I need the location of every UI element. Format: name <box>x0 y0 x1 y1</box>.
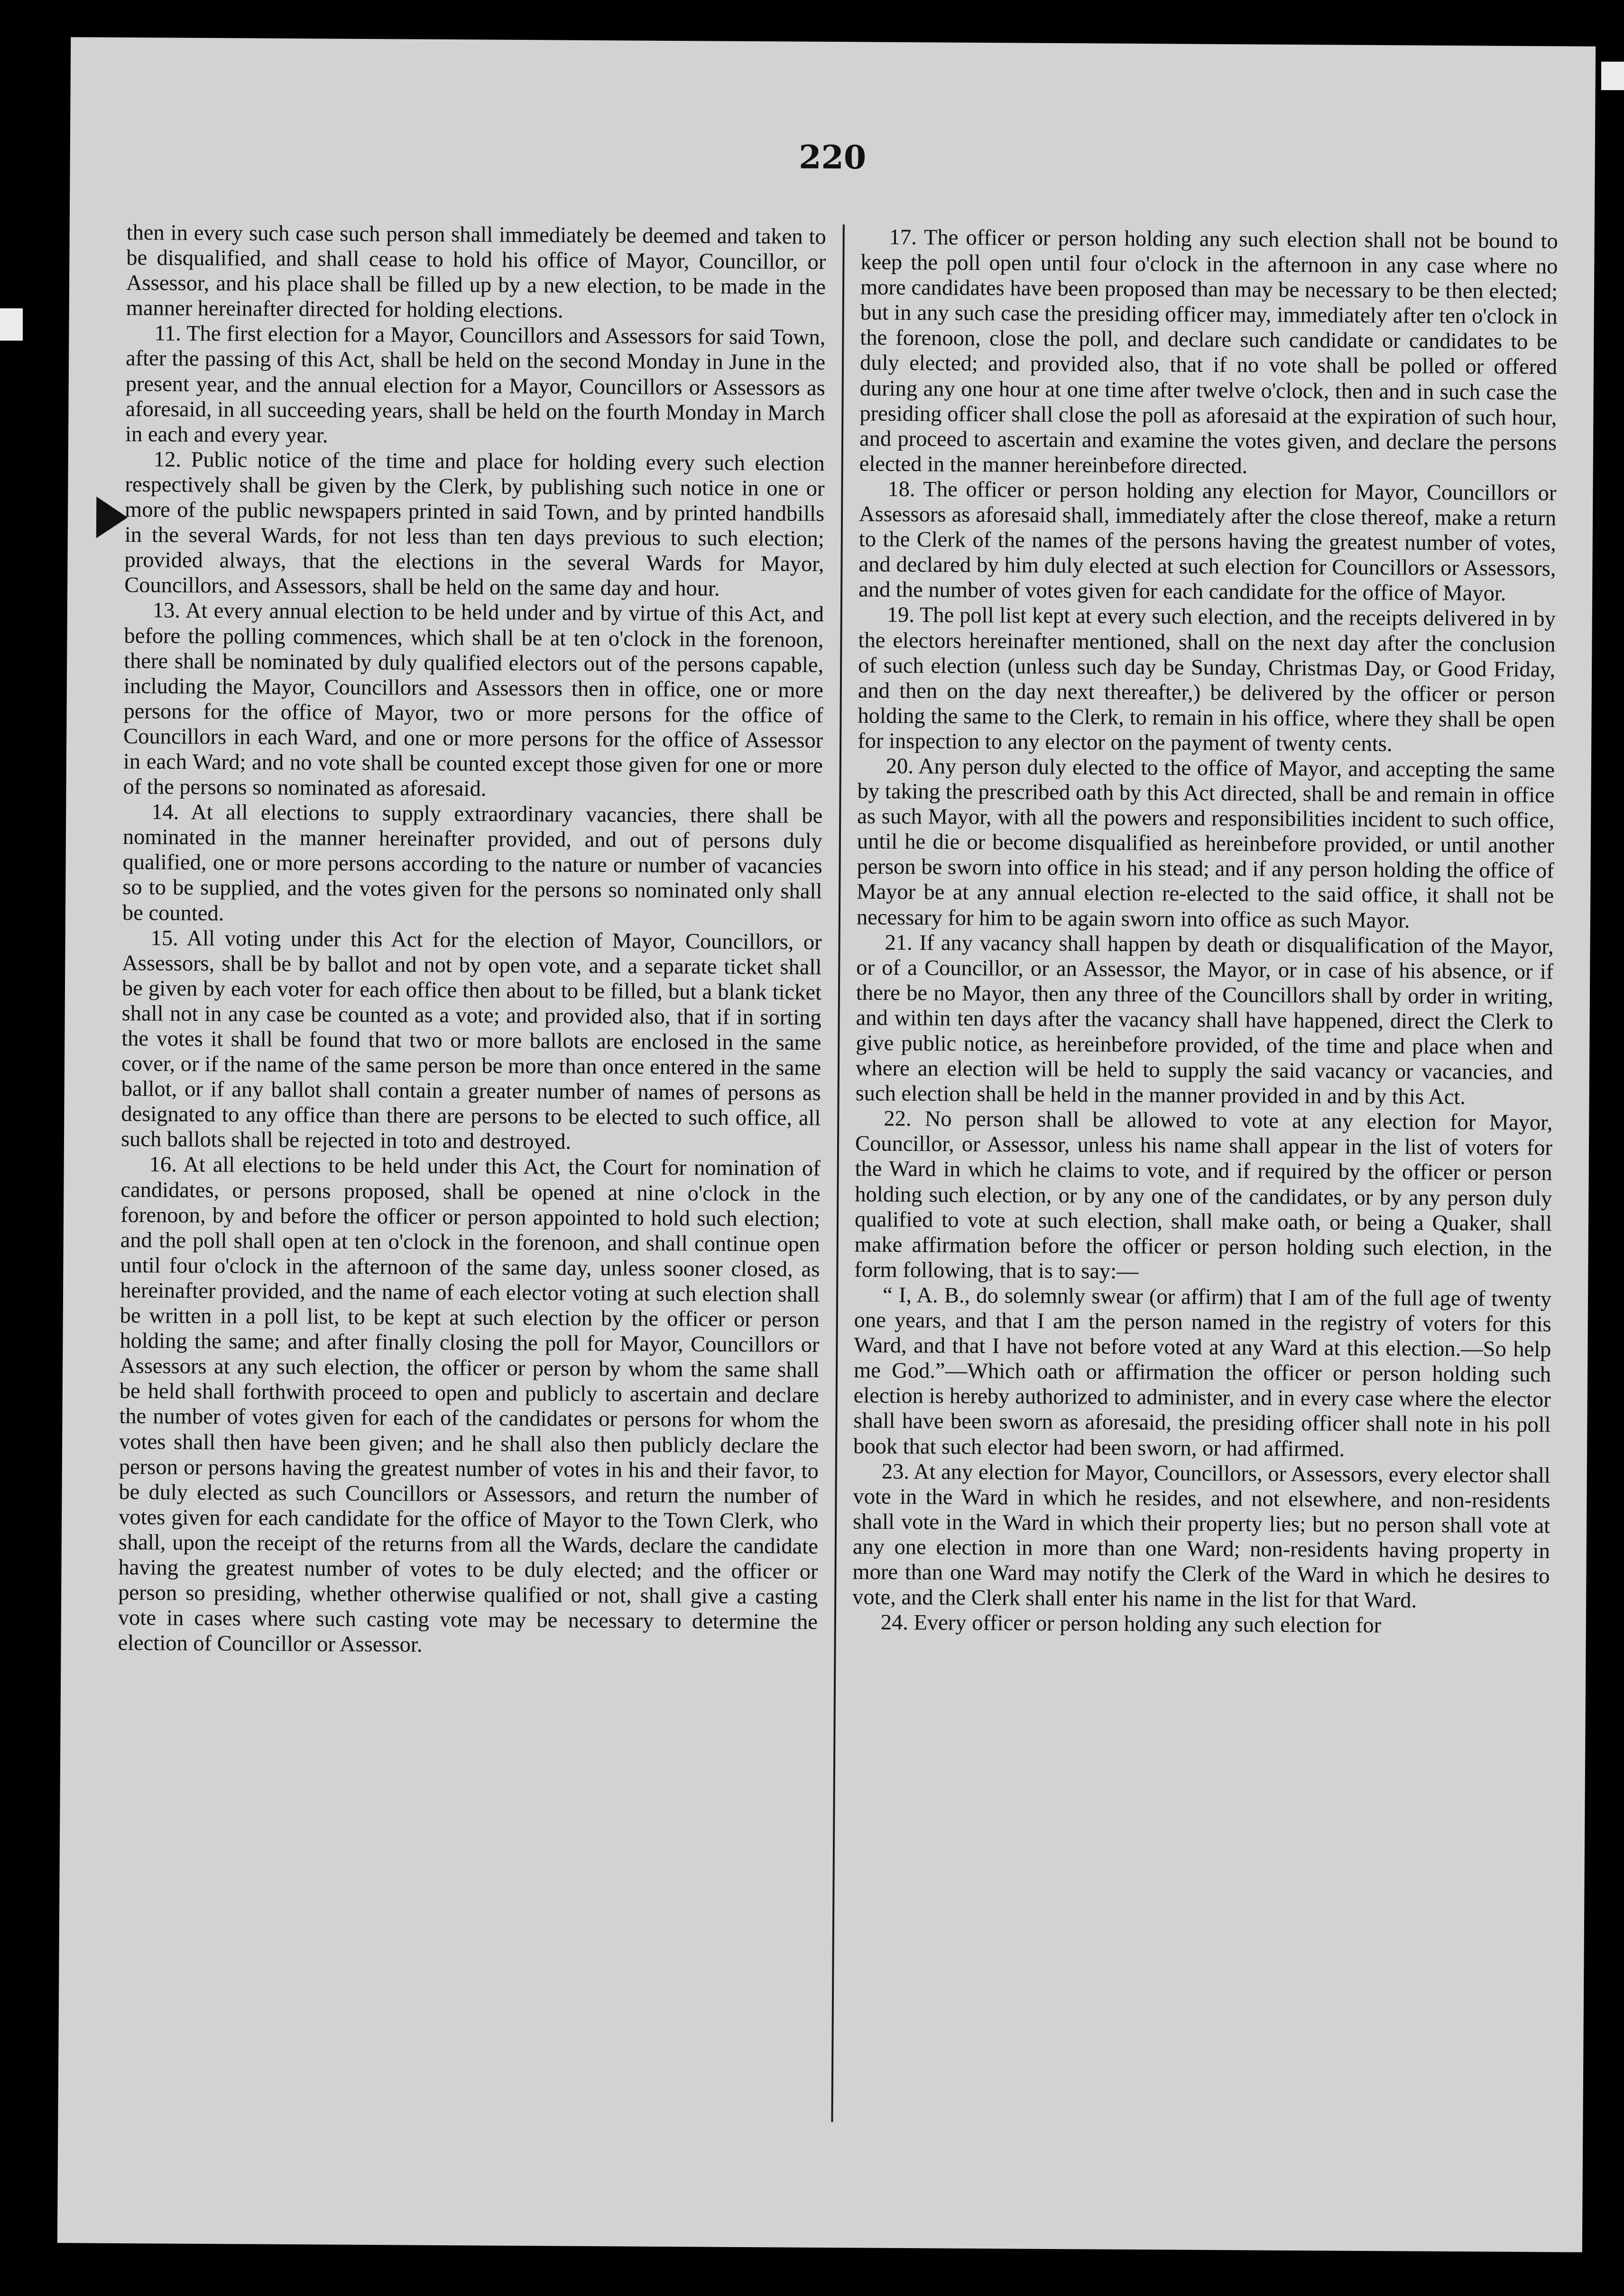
section-14: 14. At all elections to supply extraordinary vacancies, there shall be nominated in the manner hereinafter provided, and out of persons duly qualified, one or more persons according to the nature or number of vacancies so to be supplied, and the votes given for the persons so nominated only shall be counted. <box>122 800 823 926</box>
section-17: 17. The officer or person holding any such election shall not be bound to keep the poll open until four o'clock in the afternoon in any case where no more candidates have been proposed than may be necessary to be then elected; but in any such case the presiding officer may, immediately after ten o'clock in the forenoon, close the poll, and declare such candidate or candidates to be duly elected; and provided also, that if no vote shall be polled or offered during any one hour at one time after twelve o'clock, then and in such case the presiding officer shall close the poll as aforesaid at the expiration of such hour, and proceed to ascertain and examine the votes given, and declare the persons elected in the manner hereinbefore directed. <box>859 225 1558 479</box>
column-divider <box>831 224 844 2122</box>
right-edge-tab <box>1601 62 1624 90</box>
section-20: 20. Any person duly elected to the office of Mayor, and accepting the same by taking the prescribed oath by this Act directed, shall be and remain in office as such Mayor, with all the powers and responsibilities incident to such office, until he die or become disqualified as hereinbefore provided, or until another person be sworn into office in his stead; and if any person holding the office of Mayor be at any annual election re-elected to the said office, it shall not be necessary for him to be again sworn into office as such Mayor. <box>856 754 1555 933</box>
section-19: 19. The poll list kept at every such election, and the receipts delivered in by the electors hereinafter mentioned, shall on the next day after the conclusion of such election (unless such day be Sunday, Christmas Day, or Good Friday, and then on the day next thereafter,) be delivered by the officer or person holding the same to the Clerk, to remain in his office, where they shall be open for inspection to any elector on the payment of twenty cents. <box>858 603 1556 757</box>
pointer-marker-icon <box>96 497 128 538</box>
section-22: 22. No person shall be allowed to vote at any election for Mayor, Councillor, or Assessor, unless his name shall appear in the list of voters for the Ward in which he claims to vote, and if required by the officer or person holding such election, or by any one of the candidates, or by any person duly qualified to vote at such election, shall make oath, or being a Quaker, shall make affirmation before the officer or person holding such election, in the form following, that is to say:— <box>854 1107 1553 1284</box>
section-13: 13. At every annual election to be held under and by virtue of this Act, and before the polling commences, which shall be at ten o'clock in the forenoon, there shall be nominated by duly qualified electors out of the persons capable, including the Mayor, Councillors and Assessors then in office, one or more persons for the office of Mayor, two or more persons for the office of Councillors in each Ward, and one or more persons for the office of Assessor in each Ward; and no vote shall be counted except those given for one or more of the persons so nominated as aforesaid. <box>123 598 824 801</box>
section-15: 15. All voting under this Act for the election of Mayor, Councillors, or Assessors, shall be by ballot and not by open vote, and a separate ticket shall be given by each voter for each office then about to be filled, but a blank ticket shall not in any case be counted as a vote; and provided also, that if in sorting the votes it shall be found that two or more ballots are enclosed in the same cover, or if the name of the same person be more than once entered in the same ballot, or if any ballot shall contain a greater number of names of persons as designated to any office than there are persons to be elected to such office, all such ballots shall be rejected in toto and destroyed. <box>120 926 822 1155</box>
scanned-page <box>57 37 1596 2252</box>
page-number: 220 <box>798 138 867 177</box>
section-23: 23. At any election for Mayor, Councillors, or Assessors, every elector shall vote in the Ward in which he resides, and not elsewhere, and non-residents shall vote in the Ward in which their property lies; but no person shall vote at any one election in more than one Ward; non-residents having property in more than one Ward may notify the Clerk of the Ward in which he desires to vote, and the Clerk shall enter his name in the list for that Ward. <box>852 1459 1550 1613</box>
section-16: 16. At all elections to be held under this Act, the Court for nomination of candidates, or persons proposed, shall be opened at nine o'clock in the forenoon, by and before the officer or person appointed to hold such election; and the poll shall open at ten o'clock in the forenoon, and shall continue open until four o'clock in the afternoon of the same day, unless sooner closed, as hereinafter provided, and the name of each elector voting at such election shall be written in a poll list, to be kept at such election by the officer or person holding the same; and after finally closing the poll for Mayor, Councillors or Assessors at any such election, the officer or person by whom the same shall be held shall forthwith proceed to open and publicly to ascertain and declare the number of votes given for each of the candidates or persons for whom the votes shall then have been given; and he shall also then publicly declare the person or persons having the greatest number of votes in his and their favor, to be duly elected as such Councillors or Assessors, and return the number of votes given for each candidate for the office of Mayor to the Town Clerk, who shall, upon the receipt of the returns from all the Wards, declare the candidate having the greatest number of votes to be duly elected; and the officer or person so presiding, whether otherwise qualified or not, shall give a casting vote in cases where such casting vote may be necessary to determine the election of Councillor or Assessor. <box>118 1152 821 1657</box>
right-column <box>852 224 1558 1639</box>
oath-text: “ I, A. B., do solemnly swear (or affirm) that I am of the full age of twenty one years, and that I am the person named in the registry of voters for this Ward, and that I have not before voted at any Ward at this election.—So help me God.”—Which oath or affirmation the officer or person holding such election is hereby authorized to administer, and in every case where the elector shall have been sworn as aforesaid, the presiding officer shall note in his poll book that such elector had been sworn, or had affirmed. <box>853 1283 1552 1462</box>
section-11: 11. The first election for a Mayor, Councillors and Assessors for said Town, after the passing of this Act, shall be held on the second Monday in June in the present year, and the annual election for a Mayor, Councillors or Assessors as aforesaid, in all succeeding years, shall be held on the fourth Monday in March in each and every year. <box>125 321 826 448</box>
left-edge-tab <box>0 308 23 341</box>
section-18: 18. The officer or person holding any election for Mayor, Councillors or Assessors as aforesaid shall, immediately after the close thereof, make a return to the Clerk of the names of the persons having the greatest number of votes, and declared by him duly elected at such election for Councillors or Assessors, and the number of votes given for each candidate for the office of Mayor. <box>858 477 1557 606</box>
paragraph-continuation: then in every such case such person shall immediately be deemed and taken to be disqualified, and shall cease to hold his office of Mayor, Councillor, or Assessor, and his place shall be filled up by a new election, to be made in the manner hereinafter directed for holding elections. <box>126 220 826 323</box>
section-21: 21. If any vacancy shall happen by death or disqualification of the Mayor, or of a Councillor, or an Assessor, the Mayor, or in case of his absence, or if there be no Mayor, then any three of the Councillors shall by order in writing, and within ten days after the vacancy shall have happened, direct the Clerk to give public notice, as hereinbefore provided, of the time and place when and where an election will be held to supply the said vacancy or vacancies, and such election shall be held in the manner provided in and by this Act. <box>855 930 1554 1110</box>
section-24: 24. Every officer or person holding any such election for <box>880 1610 1382 1638</box>
section-12: 12. Public notice of the time and place for holding every such election respectively shall be given by the Clerk, by publishing such notice in one or more of the public newspapers printed in said Town, and by printed handbills in the several Wards, for not less than ten days previous to such election; provided always, that the elections in the several Wards for Mayor, Councillors, and Assessors, shall be held on the same day and hour. <box>124 447 825 601</box>
left-column <box>118 220 826 1660</box>
